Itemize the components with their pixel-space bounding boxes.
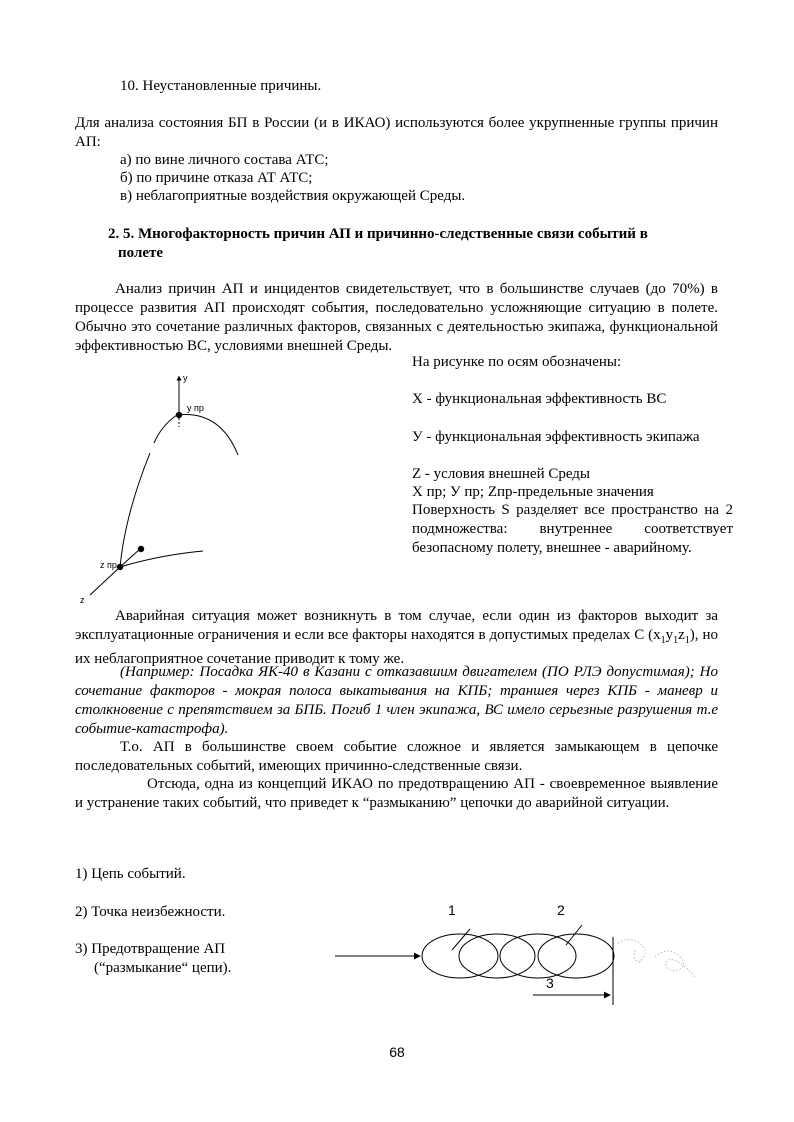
icao-paragraph: Отсюда, одна из концепций ИКАО по предотвращению АП - своевременное выявление и устранение таких событий, что приведет к “размыканию” цепочки до аварийной ситуации. [75, 776, 718, 811]
legend-y: У - функциональная эффективность экипажа [412, 429, 700, 445]
group-item-a: а) по вине личного состава АТС; [120, 152, 329, 168]
break-mark-1 [452, 929, 470, 950]
page-number: 68 [389, 1044, 405, 1060]
point-y-pr [176, 412, 182, 418]
label-y-pr: y пр [187, 403, 204, 413]
group-item-b: б) по причине отказа АТ АТС; [120, 170, 313, 186]
axes-diagram [70, 365, 350, 610]
chain-label-1: 1 [448, 902, 456, 918]
section-heading-line1: 2. 5. Многофакторность причин АП и причинно-следственные связи событий в [108, 226, 648, 242]
chain-link-2 [459, 934, 535, 978]
list-item-1: 1) Цепь событий. [75, 866, 186, 882]
surface-curve-upper [177, 415, 238, 456]
label-z-pr: z пр [100, 560, 117, 570]
emergency-paragraph: Аварийная ситуация может возникнуть в том случае, если один из факторов выходит за эксплуатационные ограничения и если все факторы находятся в допустимых пределах С $(x_1y_1z_1)$, но их неблагоприятное сочетание приводит к тому же. [75, 608, 718, 667]
label-y: y [183, 373, 188, 383]
point-z-pr [117, 564, 123, 570]
chain-label-3: 3 [546, 975, 554, 991]
group-item-c: в) неблагоприятные воздействия окружающей Среды. [120, 188, 466, 204]
legend-z: Z - условия внешней Среды [412, 466, 591, 482]
legend-limits: Х пр; У пр; Zпр-предельные значения [412, 484, 654, 500]
conclusion-paragraph: Т.о. АП в большинстве своем событие сложное и является замыкающем в цепочке последовательных событий, имеющих причинно-следственные связи. [75, 739, 718, 774]
surface-curve-lower [120, 551, 203, 567]
analysis-paragraph: Анализ причин АП и инцидентов свидетельствует, что в большинстве случаев (до 70%) в процессе развития АП происходят события, последовательно усложняющие ситуацию в полете. Обычно это сочетание различных факторов, связанных с деятельностью экипажа, функциональной эффективностью ВС, условиями внешней Среды. [75, 281, 718, 354]
list-item-3: 3) Предотвращение АП [75, 941, 226, 957]
list-item-10: 10. Неустановленные причины. [120, 78, 322, 94]
chain-diagram [320, 895, 720, 1015]
example-paragraph: (Например: Посадка ЯК-40 в Казани с отказавшим двигателем (ПО РЛЭ допустимая); Но сочетание факторов - мокрая полоса выкатывания на КПБ; траншея через КПБ - маневр и столкновение с препятствием за БПБ. Погиб 1 член экипажа, ВС имело серьезные разрушения т.е событие-катастрофа). [75, 664, 718, 737]
break-mark-2 [566, 925, 582, 945]
legend-intro: На рисунке по осям обозначены: [412, 354, 622, 370]
legend-surface: Поверхность S разделяет все пространство на 2 подмножества: внутреннее соответствует безопасному полету, внешнее - аварийному. [412, 502, 733, 556]
surface-curve-left [120, 453, 150, 567]
label-z: z [80, 595, 85, 605]
chain-label-2: 2 [557, 902, 565, 918]
intro-paragraph: Для анализа состояния БП в России (и в ИКАО) используются более укрупненные группы причин АП: [75, 115, 718, 150]
legend-x: Х - функциональная эффективность ВС [412, 391, 667, 407]
point-c [138, 546, 144, 552]
z-axis [90, 567, 120, 595]
faint-continuation-2 [655, 951, 695, 977]
list-item-2: 2) Точка неизбежности. [75, 904, 226, 920]
list-item-3-cont: (“размыкание“ цепи). [94, 960, 232, 976]
faint-continuation-1 [618, 939, 645, 963]
section-heading-line2: полете [118, 245, 164, 261]
